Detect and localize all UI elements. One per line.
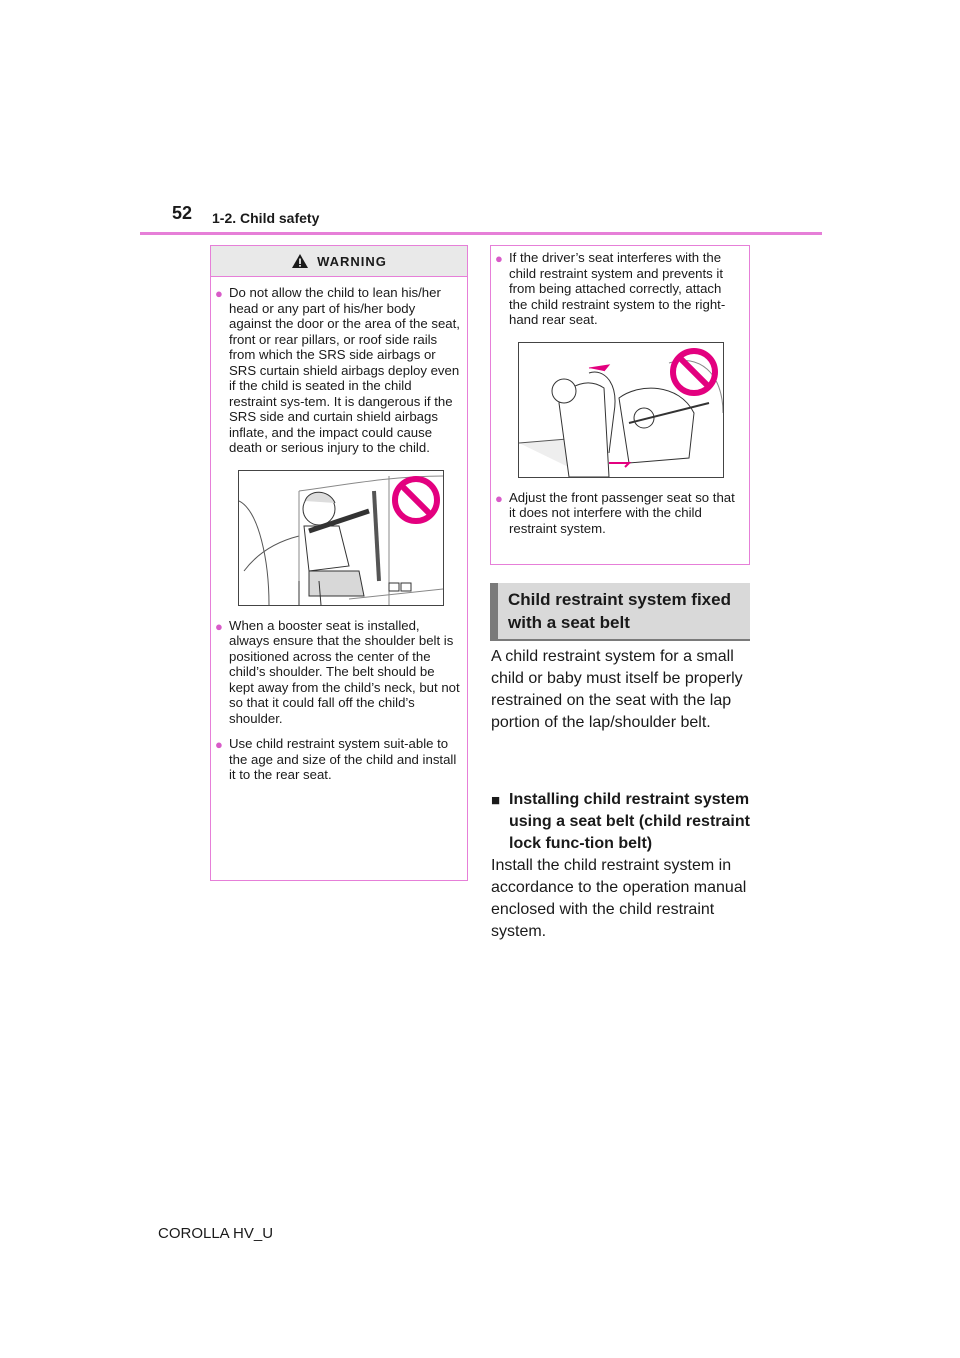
bullet-icon: ●	[495, 490, 503, 506]
section-heading: Child restraint system fixed with a seat belt	[490, 583, 750, 639]
bullet-icon: ●	[215, 737, 223, 752]
booster-seat-illustration	[238, 470, 444, 606]
bullet-icon: ●	[215, 286, 223, 301]
warning-item-text: Adjust the front passenger seat so that it does not interfere with the child restraint system.	[509, 489, 735, 536]
header-rule	[140, 232, 822, 235]
warning-item	[211, 285, 461, 456]
subheading-text: Installing child restraint system using a seat belt (child restraint lock func-tion belt)	[509, 791, 750, 852]
warning-item	[211, 736, 461, 783]
warning-item-text: Do not allow the child to lean his/her head or any part of his/her body against the door or the area of the seat, front or rear pillars, or roof side rails from which the SRS side airbags or SRS curtain shield airbags deploy even if the child is seated in the child restraint sys-tem. It is dangerous if the SRS side and curtain shield airbags inflate, and the impact could cause death or serious injury to the child.	[229, 285, 460, 455]
bullet-icon: ●	[495, 251, 503, 266]
warning-item	[491, 490, 743, 537]
warning-item-text: Use child restraint system suit-able to the age and size of the child and install it to the rear seat.	[229, 736, 457, 782]
subheading	[491, 789, 751, 855]
warning-item-text: If the driver’s seat interferes with the child restraint system and prevents it from being attached correctly, attach the child restraint system to the right-hand rear seat.	[509, 250, 726, 327]
section-title: 1-2. Child safety	[212, 210, 320, 226]
warning-item	[211, 618, 461, 727]
warning-box	[210, 245, 468, 881]
square-bullet-icon: ■	[491, 792, 501, 809]
warning-header	[211, 246, 467, 277]
page-number: 52	[172, 203, 193, 223]
prohibit-icon	[391, 475, 441, 525]
prohibit-icon	[669, 347, 719, 397]
child-seat-illustration	[518, 342, 724, 478]
warning-title: WARNING	[317, 253, 387, 269]
warning-item	[491, 250, 743, 328]
warning-triangle-icon	[291, 253, 309, 269]
section-body: Install the child restraint system in accordance to the operation manual enclosed with the child restraint system.	[491, 857, 747, 940]
section-intro: A child restraint system for a small child or baby must itself be properly restrained on the seat with the lap portion of the lap/shoulder belt.	[491, 648, 743, 731]
warning-item-text: When a booster seat is installed, always ensure that the shoulder belt is positioned across the center of the child’s shoulder. The belt should be kept away from the child’s neck, but not so that it could fall off the child’s shoulder.	[229, 617, 460, 726]
warning-continued-box	[490, 245, 750, 565]
bullet-icon: ●	[215, 618, 223, 634]
footer-model: COROLLA HV_U	[158, 1225, 274, 1242]
